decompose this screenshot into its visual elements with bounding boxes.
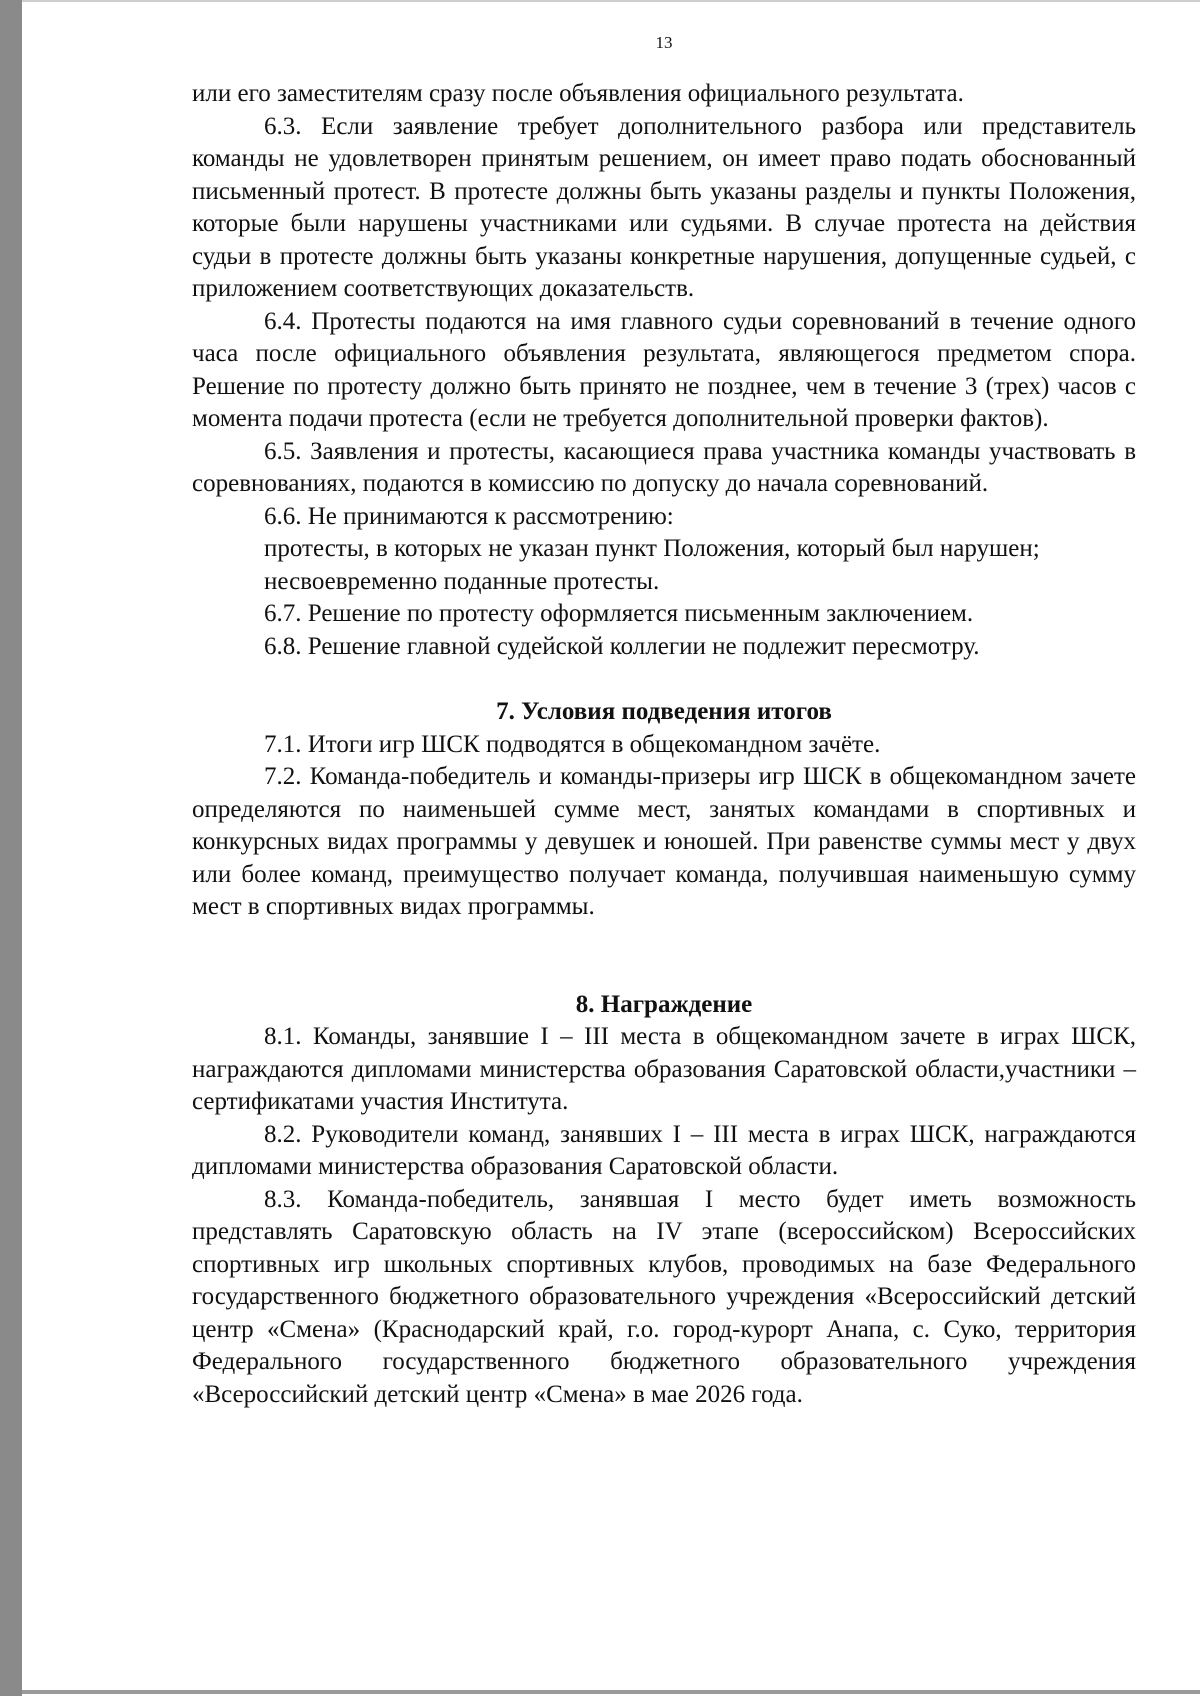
paragraph-8-2: 8.2. Руководители команд, занявших I – III места в играх ШСК, награждаются дипломами министерства образования Саратовской области. bbox=[192, 1120, 1136, 1180]
paragraph-6-8: 6.8. Решение главной судейской коллегии не подлежит пересмотру. bbox=[264, 632, 980, 660]
page-top-edge bbox=[22, 0, 1200, 2]
spacer bbox=[192, 924, 1136, 989]
page-number: 13 bbox=[655, 33, 673, 52]
paragraph-6-6-item-b: несвоевременно поданные протесты. bbox=[264, 567, 660, 595]
paragraph-6-5: 6.5. Заявления и протесты, касающиеся права участника команды участвовать в соревнованиях, подаются в комиссию по допуску до начала соревнований. bbox=[192, 437, 1136, 497]
section-7-heading: 7. Условия подведения итогов bbox=[496, 698, 832, 725]
paragraph-6-6-item-a: протесты, в которых не указан пункт Положения, который был нарушен; bbox=[264, 535, 1040, 562]
paragraph-6-4: 6.4. Протесты подаются на имя главного судьи соревнований в течение одного часа после официального объявления результата, являющегося предметом спора. Решение по протесту должно быть принято не позднее, чем в течение 3 (трех) часов с момента подачи протеста (если не требуется дополнительной проверки фактов). bbox=[192, 307, 1136, 432]
page-bottom-edge bbox=[22, 1690, 1200, 1694]
paragraph-7-1: 7.1. Итоги игр ШСК подводятся в общекомандном зачёте. bbox=[264, 730, 881, 758]
viewer-left-border bbox=[0, 0, 22, 1696]
section-8-heading: 8. Награждение bbox=[575, 990, 753, 1018]
paragraph-8-1: 8.1. Команды, занявшие I – III места в общекомандном зачете в играх ШСК, награждаются дипломами министерства образования Саратовской области,участники – сертификатами участия Института. bbox=[192, 1023, 1136, 1115]
paragraph-7-2: 7.2. Команда-победитель и команды-призеры игр ШСК в общекомандном зачете определяются по наименьшей сумме мест, занятых командами в спортивных и конкурсных видах программы у девушек и юношей. При равенстве суммы мест у двух или более команд, преимущество получает команда, получившая наименьшую сумму мест в спортивных видах программы. bbox=[192, 763, 1136, 920]
document-page bbox=[192, 30, 1136, 1411]
paragraph-8-3: 8.3. Команда-победитель, занявшая I место будет иметь возможность представлять Саратовскую область на IV этапе (всероссийском) Всероссийских спортивных игр школьных спортивных клубов, проводимых на базе Федерального государственного бюджетного образовательного учреждения «Всероссийский детский центр «Смена» (Краснодарский край, г.о. город-курорт Анапа, с. Суко, территория Федерального государственного бюджетного образовательного учреждения «Всероссийский детский центр «Смена» в мае 2026 года. bbox=[192, 1185, 1136, 1408]
paragraph-6-6: 6.6. Не принимаются к рассмотрению: bbox=[264, 502, 674, 530]
paragraph-6-3: 6.3. Если заявление требует дополнительного разбора или представитель команды не удовлетворен принятым решением, он имеет право подать обоснованный письменный протест. В протесте должны быть указаны разделы и пункты Положения, которые были нарушены участниками или судьями. В случае протеста на действия судьи в протесте должны быть указаны конкретные нарушения, допущенные судьей, с приложением соответствующих доказательств. bbox=[192, 112, 1136, 302]
paragraph-6-7: 6.7. Решение по протесту оформляется письменным заключением. bbox=[264, 600, 974, 627]
spacer bbox=[192, 663, 1136, 696]
paragraph-6-2-continuation: или его заместителям сразу после объявления официального результата. bbox=[192, 80, 964, 107]
